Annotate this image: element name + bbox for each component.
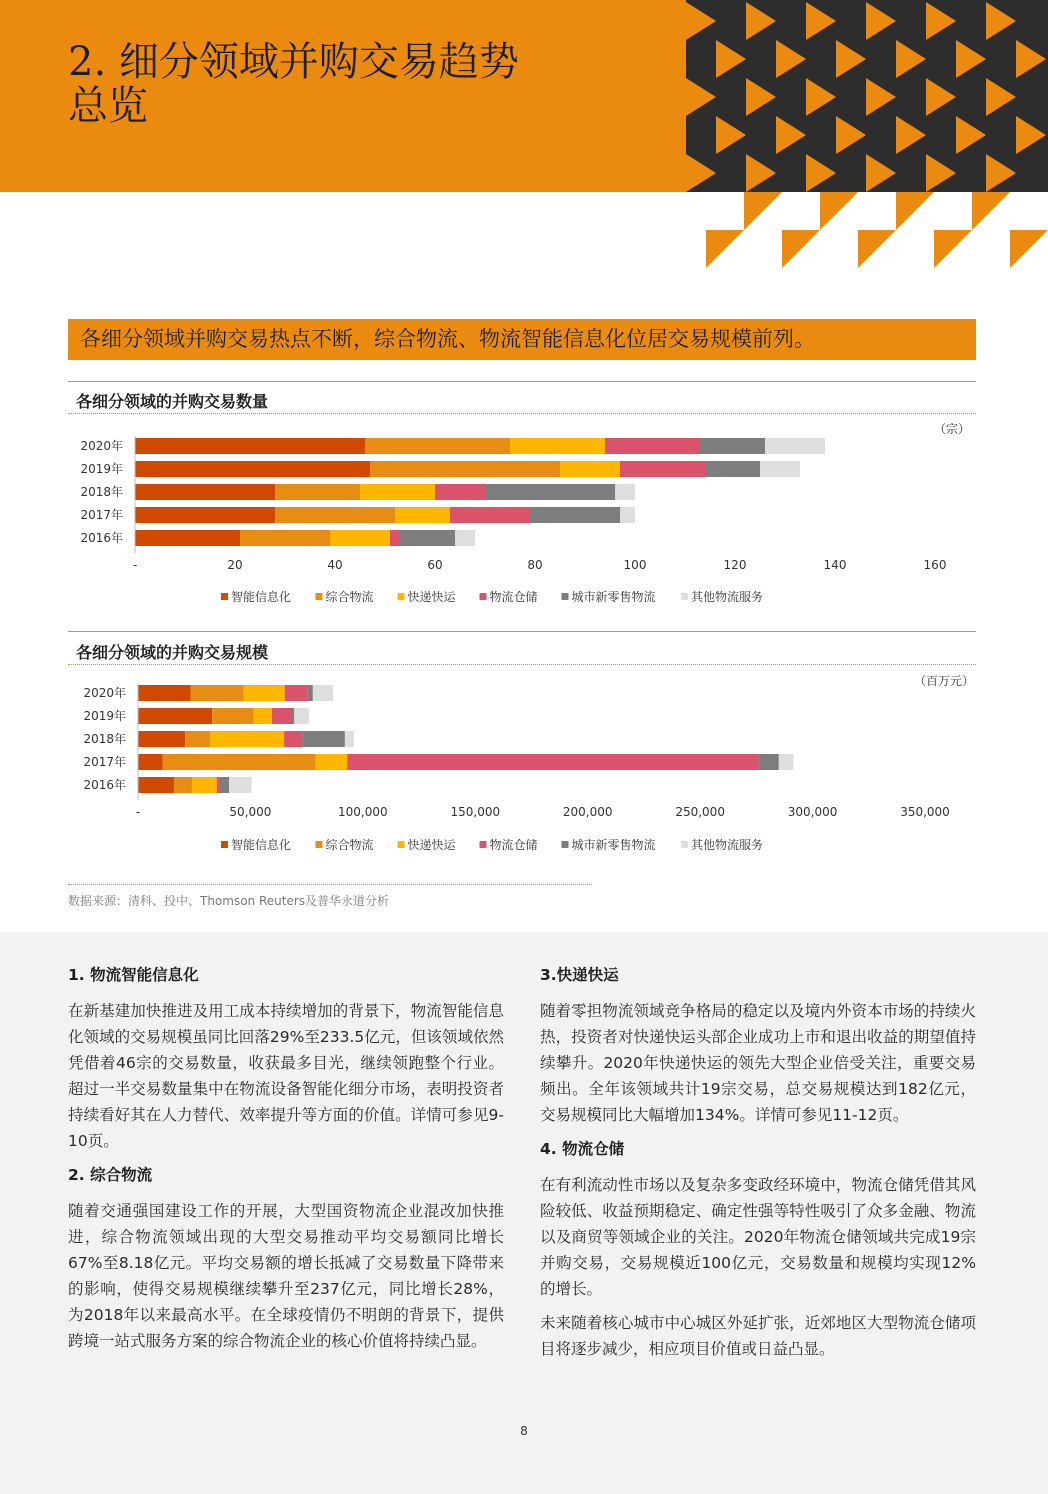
bar-segment [138,754,163,770]
bar-segment [217,777,219,793]
bar-segment [135,438,365,454]
legend-label: 快递快运 [407,838,456,852]
category-label: 2016年 [83,778,126,792]
bar-segment [135,507,275,523]
bar-segment [191,685,244,701]
legend-label: 城市新零售物流 [571,590,656,604]
decorative-triangle-pattern [686,0,1048,270]
legend-swatch [398,593,405,600]
chart2-title: 各细分领域的并购交易规模 [76,643,269,662]
legend-swatch [398,841,405,848]
pattern-triangle [706,230,744,268]
category-label: 2019年 [80,462,123,476]
bar-segment [185,731,210,747]
bar-segment [330,530,390,546]
x-tick-label: - [135,805,141,819]
page-number: 8 [520,1424,528,1438]
chart-count [0,415,1048,615]
bar-segment [605,438,700,454]
source-rule [68,884,592,885]
bar-segment [135,530,240,546]
x-tick-label: 60 [427,558,443,572]
bar-segment [210,731,284,747]
bar-segment [370,461,560,477]
bar-segment [705,461,760,477]
bar-segment [302,731,345,747]
chart1-title: 各细分领域的并购交易数量 [76,392,269,411]
category-label: 2018年 [80,485,123,499]
bar-segment [450,507,530,523]
category-label: 2018年 [83,732,126,746]
bar-segment [138,731,185,747]
legend-label: 智能信息化 [231,590,292,604]
x-tick-label: 100 [623,558,647,572]
legend-swatch [562,593,569,600]
bar-segment [510,438,605,454]
bar-segment [138,777,174,793]
legend-label: 综合物流 [325,590,374,604]
pattern-triangle [896,192,934,230]
bar-segment [760,461,800,477]
chart1-top-rule [68,381,976,382]
bar-segment [229,777,251,793]
bar-segment [275,507,395,523]
bar-segment [560,461,620,477]
bar-segment [313,685,333,701]
section-heading-3: 3.快递快运 [540,966,619,984]
legend-swatch [480,593,487,600]
bar-segment [254,708,272,724]
bar-segment [316,754,347,770]
bar-segment [779,754,794,770]
bar-segment [135,484,275,500]
section-heading-2: 2. 综合物流 [68,1166,153,1184]
bar-segment [292,708,294,724]
page-title-line2: 总览 [68,83,148,129]
bar-segment [620,461,705,477]
chart1-title-rule [68,413,976,414]
section-body-4b: 未来随着核心城市中心城区外延扩张，近郊地区大型物流仓储项目将逐步减少，相应项目价值或日益凸显。 [540,1314,976,1358]
legend-swatch [480,841,487,848]
legend-label: 其他物流服务 [691,838,764,852]
legend-label: 快递快运 [407,590,456,604]
bar-segment [435,484,485,500]
x-tick-label: 350,000 [900,805,950,819]
bar-segment [307,685,313,701]
bar-segment [284,731,302,747]
bar-segment [174,777,192,793]
legend-label: 智能信息化 [231,838,292,852]
bar-segment [615,484,635,500]
pattern-triangle [820,192,858,230]
pattern-triangle [972,192,1010,230]
chart2-top-rule [68,631,976,632]
pattern-triangle [782,230,820,268]
x-tick-label: 80 [527,558,543,572]
section-heading-1: 1. 物流智能信息化 [68,966,199,984]
bar-segment [240,530,330,546]
section-body-1: 在新基建加快推进及用工成本持续增加的背景下，物流智能信息化领域的交易规模虽同比回落29%至233.5亿元，但该领域依然凭借着46宗的交易数量，收获最多目光，继续领跑整个行业。超过一半交易数量集中在物流设备智能化细分市场，表明投资者持续看好其在人力替代、效率提升等方面的价值。详情可参见9-10页。 [68,1002,504,1150]
unit-label: （百万元） [913,674,974,688]
category-label: 2016年 [80,531,123,545]
chart2-title-rule [68,664,976,665]
x-tick-label: 50,000 [229,805,272,819]
bar-segment [138,685,191,701]
bar-segment [765,438,825,454]
bar-segment [294,708,309,724]
left-column [68,962,504,1362]
legend-label: 物流仓储 [489,590,538,604]
bar-segment [212,708,254,724]
bar-segment [700,438,765,454]
pattern-triangle [858,230,896,268]
bar-segment [530,507,620,523]
bar-segment [759,754,779,770]
category-label: 2017年 [80,508,123,522]
legend-swatch [316,593,323,600]
category-label: 2020年 [80,439,123,453]
source-note: 数据来源：清科、投中、Thomson Reuters及普华永道分析 [68,894,390,908]
highlight-banner: 各细分领域并购交易热点不断，综合物流、物流智能信息化位居交易规模前列。 [68,319,976,360]
legend-swatch [316,841,323,848]
x-tick-label: 140 [823,558,847,572]
x-tick-label: 300,000 [787,805,838,819]
section-body-4a: 在有利流动性市场以及复杂多变政经环境中，物流仓储凭借其风险较低、收益预期稳定、确定性强等特性吸引了众多金融、物流以及商贸等领域企业的关注。2020年物流仓储领域共完成19宗并购交易，交易规模近100亿元，交易数量和规模均实现12%的增长。 [540,1176,976,1298]
x-tick-label: 20 [227,558,243,572]
section-body-2: 随着交通强国建设工作的开展，大型国资物流企业混改加快推进，综合物流领域出现的大型交易推动平均交易额同比增长67%至8.18亿元。平均交易额的增长抵减了交易数量下降带来的影响，使得交易规模继续攀升至237亿元，同比增长28%，为2018年以来最高水平。在全球疫情仍不明朗的背景下，提供跨境一站式服务方案的综合物流企业的核心价值将持续凸显。 [68,1202,504,1350]
bar-segment [347,754,758,770]
bar-segment [390,530,400,546]
legend-label: 综合物流 [325,838,374,852]
legend-swatch [681,593,688,600]
bar-segment [400,530,455,546]
bar-segment [455,530,475,546]
legend-label: 物流仓储 [489,838,538,852]
x-tick-label: - [132,558,138,572]
section-heading-4: 4. 物流仓储 [540,1140,625,1158]
bar-segment [365,438,510,454]
pattern-triangle [934,230,972,268]
category-label: 2019年 [83,709,126,723]
legend-label: 城市新零售物流 [571,838,656,852]
x-tick-label: 100,000 [338,805,388,819]
bar-segment [272,708,292,724]
bar-segment [395,507,450,523]
bar-segment [620,507,635,523]
bar-segment [285,685,307,701]
x-tick-label: 120 [723,558,747,572]
legend-swatch [562,841,569,848]
section-body-3: 随着零担物流领域竞争格局的稳定以及境内外资本市场的持续火热，投资者对快递快运头部企业成功上市和退出收益的期望值持续攀升。2020年快递快运的领先大型企业倍受关注，重要交易频出。全年该领域共计19宗交易，总交易规模达到182亿元，交易规模同比大幅增加134%。详情可参见11-12页。 [540,1002,976,1124]
bar-segment [485,484,615,500]
pattern-triangle [744,192,782,230]
pattern-triangle [1010,230,1048,268]
bar-segment [275,484,360,500]
bar-segment [345,731,354,747]
bar-segment [219,777,229,793]
page-title [68,40,628,128]
chart-value [0,666,1048,866]
category-label: 2020年 [83,686,126,700]
category-label: 2017年 [83,755,126,769]
legend-label: 其他物流服务 [691,590,764,604]
bar-segment [192,777,217,793]
legend-swatch [221,593,228,600]
bar-segment [244,685,285,701]
bar-segment [163,754,316,770]
bar-segment [135,461,370,477]
right-column [540,962,976,1370]
bar-segment [138,708,212,724]
bar-segment [360,484,435,500]
unit-label: （宗） [933,422,970,436]
x-tick-label: 200,000 [562,805,613,819]
page-title-line1: 2. 细分领域并购交易趋势 [68,39,519,85]
x-tick-label: 160 [923,558,947,572]
x-tick-label: 40 [327,558,343,572]
x-tick-label: 250,000 [675,805,725,819]
legend-swatch [221,841,228,848]
legend-swatch [681,841,688,848]
x-tick-label: 150,000 [450,805,501,819]
